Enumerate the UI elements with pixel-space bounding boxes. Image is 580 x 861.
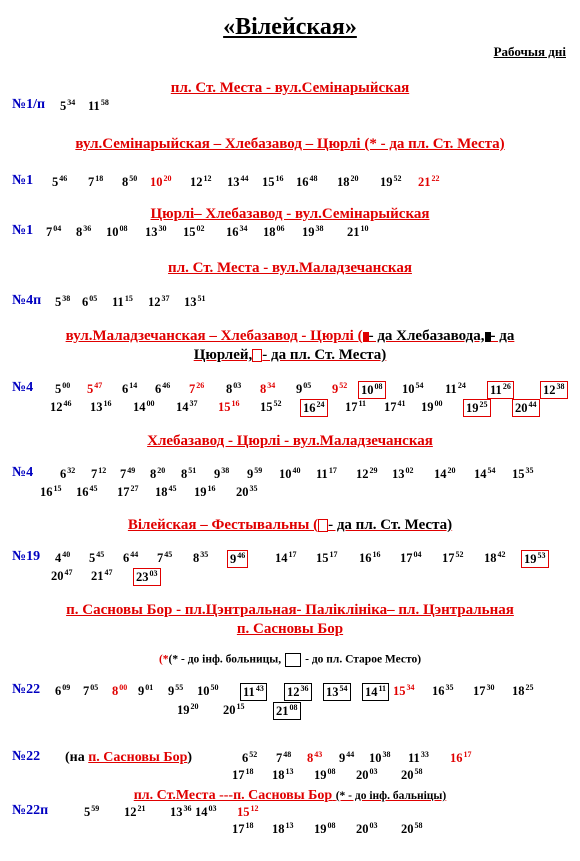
schedule-row (0, 820, 580, 840)
departure-time: $15^{16}$ (218, 399, 240, 414)
departure-time: $6^{46}$ (155, 381, 171, 396)
departure-time: $9^{52}$ (332, 381, 348, 396)
departure-time: $13^{51}$ (184, 294, 206, 309)
schedule-row (0, 173, 580, 193)
departure-time: $10^{38}$ (369, 750, 391, 765)
departure-time: $9^{46}$ (227, 550, 248, 568)
departure-time: $17^{11}$ (345, 399, 367, 414)
departure-time: $8^{43}$ (307, 750, 323, 765)
departure-time: $15^{16}$ (262, 174, 284, 189)
route-heading: Хлебазавод - Цюрлі - вул.Маладзечанская (147, 433, 433, 449)
departure-time: $6^{05}$ (82, 294, 98, 309)
departure-time: $7^{48}$ (276, 750, 292, 765)
departure-time: $14^{17}$ (275, 550, 297, 565)
departure-time: $7^{26}$ (189, 381, 205, 396)
departure-time: $18^{13}$ (272, 767, 294, 782)
departure-time: $10^{40}$ (279, 466, 301, 481)
schedule-row (0, 483, 580, 503)
departure-time: $8^{00}$ (112, 683, 128, 698)
departure-time: $7^{04}$ (46, 224, 62, 239)
departure-time: $18^{20}$ (337, 174, 359, 189)
departure-time: $17^{52}$ (442, 550, 464, 565)
departure-time: $17^{30}$ (473, 683, 495, 698)
departure-time: $20^{15}$ (223, 702, 245, 717)
departure-time: $16^{17}$ (450, 750, 472, 765)
departure-time: $16^{45}$ (76, 484, 98, 499)
departure-time: $10^{08}$ (358, 381, 386, 399)
departure-time: $20^{03}$ (356, 767, 378, 782)
route-number-label: №22 (12, 749, 41, 764)
red-box-icon (318, 519, 328, 532)
departure-time: $18^{25}$ (512, 683, 534, 698)
route-number-label: №1/п (12, 97, 46, 112)
departure-time: $12^{37}$ (148, 294, 170, 309)
departure-time: $21^{47}$ (91, 568, 113, 583)
departure-time: $17^{41}$ (384, 399, 406, 414)
departure-time: $8^{51}$ (181, 466, 197, 481)
route-number-label: №22 (12, 682, 41, 697)
route-number-label: №19 (12, 549, 41, 564)
departure-time: $14^{03}$ (195, 804, 217, 819)
schedule-row (0, 223, 580, 243)
departure-time: $8^{20}$ (150, 466, 166, 481)
page-subtitle: Рабочыя дні (493, 44, 566, 59)
red-box-icon (252, 349, 262, 362)
departure-time: $7^{12}$ (91, 466, 107, 481)
departure-time: $19^{38}$ (302, 224, 324, 239)
departure-time: $9^{44}$ (339, 750, 355, 765)
page-title: «Вілейская» (223, 14, 357, 40)
departure-time: $6^{14}$ (122, 381, 138, 396)
departure-time: $9^{38}$ (214, 466, 230, 481)
departure-time: $21^{10}$ (347, 224, 369, 239)
departure-time: $17^{18}$ (232, 767, 254, 782)
departure-time: $5^{38}$ (55, 294, 71, 309)
black-box-icon (285, 653, 301, 667)
departure-time: $11^{58}$ (88, 98, 109, 113)
departure-time: $19^{08}$ (314, 821, 336, 836)
route-heading: Цюрлі– Хлебазавод - вул.Семінарыйская (150, 206, 430, 222)
departure-time: $20^{47}$ (51, 568, 73, 583)
departure-time: $13^{54}$ (323, 683, 351, 701)
departure-time: $12^{36}$ (284, 683, 312, 701)
departure-time: $8^{35}$ (193, 550, 209, 565)
departure-time: $21^{22}$ (418, 174, 440, 189)
departure-time: $12^{12}$ (190, 174, 212, 189)
departure-time: $16^{15}$ (40, 484, 62, 499)
departure-time: $15^{34}$ (393, 683, 415, 698)
departure-time: $19^{20}$ (177, 702, 199, 717)
schedule-row (0, 682, 580, 702)
departure-time: $5^{34}$ (60, 98, 76, 113)
departure-time: $7^{49}$ (120, 466, 136, 481)
route-heading: вул.Маладзечанская – Хлебазавод - Цюрлі ( - да Хлебазавода, - да Цюрлей, - да пл. Ст. Места) (65, 328, 515, 363)
departure-time: $11^{33}$ (408, 750, 429, 765)
departure-time: $7^{18}$ (88, 174, 104, 189)
departure-time: $8^{03}$ (226, 381, 242, 396)
departure-time: $6^{09}$ (55, 683, 71, 698)
schedule-row (0, 766, 580, 786)
departure-time: $14^{20}$ (434, 466, 456, 481)
departure-time: $5^{45}$ (89, 550, 105, 565)
departure-time: $18^{06}$ (263, 224, 285, 239)
departure-time: $14^{37}$ (176, 399, 198, 414)
departure-time: $19^{25}$ (463, 399, 491, 417)
departure-time: $6^{32}$ (60, 466, 76, 481)
departure-time: $7^{45}$ (157, 550, 173, 565)
departure-time: $19^{16}$ (194, 484, 216, 499)
route-number-label: №22п (12, 803, 49, 818)
departure-time: $12^{21}$ (124, 804, 146, 819)
departure-time: $14^{00}$ (133, 399, 155, 414)
departure-time: $9^{05}$ (296, 381, 312, 396)
route-number-label: №1 (12, 223, 34, 238)
departure-time: $19^{08}$ (314, 767, 336, 782)
departure-time: $17^{27}$ (117, 484, 139, 499)
departure-time: $15^{02}$ (183, 224, 205, 239)
departure-time: $21^{08}$ (273, 702, 301, 720)
departure-time: $9^{01}$ (138, 683, 154, 698)
departure-time: $6^{44}$ (123, 550, 139, 565)
departure-time: $5^{46}$ (52, 174, 68, 189)
route-heading: пл. Ст. Места - вул.Семінарыйская (170, 80, 410, 96)
route-number-label: №4п (12, 293, 42, 308)
route-heading: Вілейская – Фестывальны ( - да пл. Ст. Места) (127, 517, 453, 533)
departure-time: $19^{00}$ (421, 399, 443, 414)
departure-time: $16^{24}$ (300, 399, 328, 417)
departure-time: $8^{50}$ (122, 174, 138, 189)
departure-time: $16^{35}$ (432, 683, 454, 698)
departure-time: $10^{54}$ (402, 381, 424, 396)
departure-time: $14^{11}$ (362, 683, 389, 701)
schedule-row (0, 465, 580, 485)
departure-time: $17^{04}$ (400, 550, 422, 565)
schedule-row (0, 293, 580, 313)
schedule-row (0, 97, 580, 117)
departure-time: $11^{15}$ (112, 294, 133, 309)
departure-time: $9^{59}$ (247, 466, 263, 481)
departure-time: $11^{24}$ (445, 381, 466, 396)
departure-time: $10^{20}$ (150, 174, 172, 189)
departure-time: $18^{13}$ (272, 821, 294, 836)
departure-time: $16^{34}$ (226, 224, 248, 239)
departure-time: $20^{58}$ (401, 821, 423, 836)
departure-time: $20^{35}$ (236, 484, 258, 499)
schedule-row (0, 549, 580, 569)
departure-time: $15^{12}$ (237, 804, 259, 819)
departure-time: $10^{50}$ (197, 683, 219, 698)
schedule-row (0, 398, 580, 418)
route-heading: пл. Ст.Места ---п. Сасновы Бор (* - до інф. бальніцы) (133, 788, 447, 803)
via-note: (на п. Сасновы Бор) (65, 750, 193, 765)
schedule-row (0, 380, 580, 400)
legend-note: (*(* - до інф. больницы, - до пл. Старое Место) (158, 653, 422, 666)
departure-time: $13^{36}$ (170, 804, 192, 819)
departure-time: $5^{59}$ (84, 804, 100, 819)
route-number-label: №4 (12, 380, 34, 395)
schedule-row (0, 701, 580, 721)
route-number-label: №4 (12, 465, 34, 480)
departure-time: $6^{52}$ (242, 750, 258, 765)
departure-time: $19^{53}$ (521, 550, 549, 568)
departure-time: $11^{26}$ (487, 381, 514, 399)
departure-time: $18^{45}$ (155, 484, 177, 499)
departure-time: $17^{18}$ (232, 821, 254, 836)
departure-time: $5^{47}$ (87, 381, 103, 396)
departure-time: $13^{30}$ (145, 224, 167, 239)
route-heading: вул.Семінарыйская – Хлебазавод – Цюрлі (* - да пл. Ст. Места) (75, 136, 505, 152)
departure-time: $12^{29}$ (356, 466, 378, 481)
departure-time: $20^{03}$ (356, 821, 378, 836)
departure-time: $15^{17}$ (316, 550, 338, 565)
route-heading: пл. Ст. Места - вул.Маладзечанская (168, 260, 412, 276)
departure-time: $11^{43}$ (240, 683, 267, 701)
departure-time: $16^{16}$ (359, 550, 381, 565)
departure-time: $15^{52}$ (260, 399, 282, 414)
route-number-label: №1 (12, 173, 34, 188)
departure-time: $16^{48}$ (296, 174, 318, 189)
departure-time: $20^{58}$ (401, 767, 423, 782)
departure-time: $8^{34}$ (260, 381, 276, 396)
departure-time: $4^{40}$ (55, 550, 71, 565)
departure-time: $12^{38}$ (540, 381, 568, 399)
departure-time: $13^{02}$ (392, 466, 414, 481)
departure-time: $12^{46}$ (50, 399, 72, 414)
departure-time: $18^{42}$ (484, 550, 506, 565)
departure-time: $15^{35}$ (512, 466, 534, 481)
departure-time: $20^{44}$ (512, 399, 540, 417)
departure-time: $8^{36}$ (76, 224, 92, 239)
departure-time: $19^{52}$ (380, 174, 402, 189)
schedule-row (0, 567, 580, 587)
departure-time: $13^{44}$ (227, 174, 249, 189)
departure-time: $9^{55}$ (168, 683, 184, 698)
departure-time: $13^{16}$ (90, 399, 112, 414)
departure-time: $7^{05}$ (83, 683, 99, 698)
departure-time: $14^{54}$ (474, 466, 496, 481)
departure-time: $23^{03}$ (133, 568, 161, 586)
departure-time: $5^{00}$ (55, 381, 71, 396)
route-heading: п. Сасновы Бор - пл.Цэнтральная- Паліклініка– пл. Цэнтральная п. Сасновы Бор (66, 602, 514, 637)
departure-time: $11^{17}$ (316, 466, 337, 481)
departure-time: $10^{08}$ (106, 224, 128, 239)
